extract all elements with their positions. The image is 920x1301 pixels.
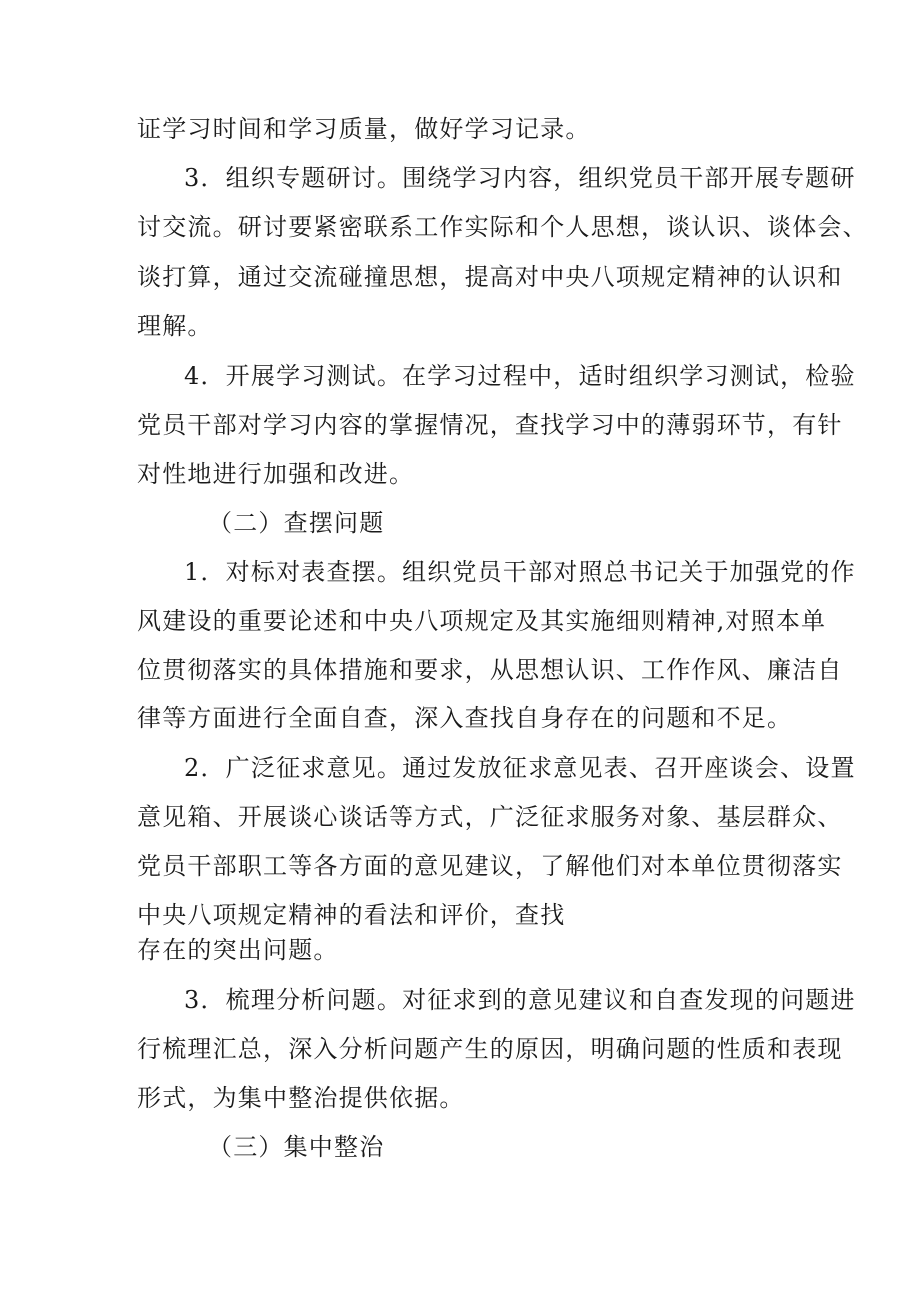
- section-heading-3: （三）集中整治: [208, 1133, 385, 1161]
- text-line: 行梳理汇总，深入分析问题产生的原因，明确问题的性质和表现: [137, 1035, 843, 1063]
- text-line-continuation: 证学习时间和学习质量，做好学习记录。: [137, 115, 591, 143]
- text-line-item-2-heading: 2．广泛征求意见。通过发放征求意见表、召开座谈会、设置: [184, 754, 856, 782]
- text-line: 律等方面进行全面自查，深入查找自身存在的问题和不足。: [137, 704, 793, 732]
- text-line-item-1-heading: 1．对标对表查摆。组织党员干部对照总书记关于加强党的作: [184, 558, 856, 586]
- text-line: 意见箱、开展谈心谈话等方式，广泛征求服务对象、基层群众、: [137, 803, 843, 831]
- text-line: 讨交流。研讨要紧密联系工作实际和个人思想，谈认识、谈体会、: [137, 213, 868, 241]
- text-line: 位贯彻落实的具体措施和要求，从思想认识、工作作风、廉洁自: [137, 656, 843, 684]
- text-line: 党员干部职工等各方面的意见建议，了解他们对本单位贯彻落实: [137, 852, 843, 880]
- text-line: 谈打算，通过交流碰撞思想，提高对中央八项规定精神的认识和: [137, 263, 843, 291]
- text-line: 风建设的重要论述和中央八项规定及其实施细则精神,对照本单: [137, 607, 827, 635]
- text-line-item-4-heading: 4．开展学习测试。在学习过程中，适时组织学习测试，检验: [184, 362, 856, 390]
- text-line: 中央八项规定精神的看法和评价，查找: [137, 901, 566, 929]
- text-line: 理解。: [137, 312, 213, 340]
- text-line-item-3-heading: 3．组织专题研讨。围绕学习内容，组织党员干部开展专题研: [184, 164, 856, 192]
- text-line: 对性地进行加强和改进。: [137, 460, 415, 488]
- text-line: 形式，为集中整治提供依据。: [137, 1084, 465, 1112]
- text-line-item-3b-heading: 3．梳理分析问题。对征求到的意见建议和自查发现的问题进: [184, 986, 856, 1014]
- text-line: 党员干部对学习内容的掌握情况，查找学习中的薄弱环节，有针: [137, 411, 843, 439]
- section-heading-2: （二）查摆问题: [208, 509, 385, 537]
- text-line: 存在的突出问题。: [137, 936, 339, 964]
